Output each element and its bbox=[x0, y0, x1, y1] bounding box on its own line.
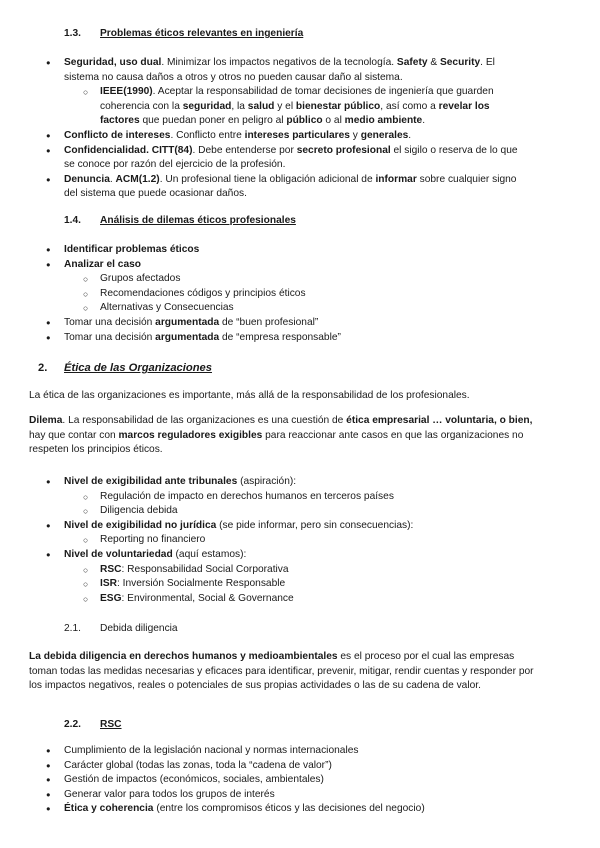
list-item: ● Carácter global (todas las zonas, toda la “cadena de valor”) bbox=[64, 759, 524, 774]
level-1-sublist bbox=[100, 490, 524, 519]
heading-2-1 bbox=[64, 622, 178, 637]
section-title: Problemas éticos relevantes en ingeniería bbox=[100, 28, 304, 39]
heading-1-4 bbox=[64, 214, 296, 229]
list-item-denuncia: ● Denuncia. ACM(1.2). Un profesional tiene la obligación adicional de informar sobre cualquier signo del sistema que puede ocasionar daños. bbox=[64, 173, 524, 202]
section-title: RSC bbox=[100, 719, 122, 730]
seguridad-sublist bbox=[100, 85, 524, 129]
section-number: 1.4. bbox=[64, 215, 81, 226]
list-item: ● Ética y coherencia (entre los compromisos éticos y las decisiones del negocio) bbox=[64, 802, 524, 817]
sublist-item: ○ Regulación de impacto en derechos humanos en terceros países bbox=[100, 490, 524, 505]
list-item: ● Tomar una decisión argumentada de “empresa responsable” bbox=[64, 331, 524, 346]
list-item-conflicto: ● Conflicto de intereses. Conflicto entre intereses particulares y generales. bbox=[64, 129, 524, 144]
sublist-item: ○ Diligencia debida bbox=[100, 504, 524, 519]
section-number: 2. bbox=[38, 362, 48, 374]
rsc-list bbox=[64, 744, 524, 817]
section-number: 2.1. bbox=[64, 623, 81, 634]
heading-2 bbox=[38, 361, 212, 376]
section-number: 2.2. bbox=[64, 719, 81, 730]
sublist-item: ○ Reporting no financiero bbox=[100, 533, 524, 548]
sublist-item: ○ Grupos afectados bbox=[100, 272, 524, 287]
due-diligence-paragraph: La debida diligencia en derechos humanos y medioambientales es el proceso por el cual las empresas toman todas las medidas necesarias y eficaces para identificar, prevenir, mitigar, rendir cuentas y responder por los impactos negativos, reales o potenciales de sus propias actividades o las de su cadena de valor. bbox=[29, 651, 534, 692]
heading-1-3 bbox=[64, 27, 303, 42]
sublist-item: ○ Recomendaciones códigos y principios éticos bbox=[100, 287, 524, 302]
sublist-item: ○ Alternativas y Consecuencias bbox=[100, 301, 524, 316]
list-item-level-2: ● Nivel de exigibilidad no jurídica (se pide informar, pero sin consecuencias): ○ Reporting no financiero bbox=[64, 519, 524, 548]
sublist-item: ○ ISR: Inversión Socialmente Responsable bbox=[100, 577, 524, 592]
list-item: ● Cumplimiento de la legislación nacional y normas internacionales bbox=[64, 744, 524, 759]
list-item: ● Analizar el caso ○ Grupos afectados ○ Recomendaciones códigos y principios éticos ○ Alternativas y Consecuencias bbox=[64, 258, 524, 316]
dilemmas-list bbox=[64, 243, 524, 345]
level-3-sublist bbox=[100, 563, 524, 607]
sublist-item: ○ RSC: Responsabilidad Social Corporativa bbox=[100, 563, 524, 578]
section-title: Ética de las Organizaciones bbox=[64, 362, 212, 374]
intro-paragraph: La ética de las organizaciones es importante, más allá de la responsabilidad de los profesionales. bbox=[29, 390, 470, 401]
list-item-level-1: ● Nivel de exigibilidad ante tribunales (aspiración): ○ Regulación de impacto en derechos humanos en terceros países ○ Diligencia debida bbox=[64, 475, 524, 519]
list-item: ● Generar valor para todos los grupos de interés bbox=[64, 788, 524, 803]
list-item-level-3: ● Nivel de voluntariedad (aquí estamos): ○ RSC: Responsabilidad Social Corporativa ○ ISR: Inversión Socialmente Responsable ○ ESG: Environmental, Social & Governance bbox=[64, 548, 524, 606]
ethics-problems-list bbox=[64, 56, 524, 202]
list-item: ● Gestión de impactos (económicos, sociales, ambientales) bbox=[64, 773, 524, 788]
list-item: ● Identificar problemas éticos bbox=[64, 243, 524, 258]
level-2-sublist bbox=[100, 533, 524, 548]
dilema-paragraph: Dilema. La responsabilidad de las organizaciones es una cuestión de ética empresarial … voluntaria, o bien, hay que contar con marcos reguladores exigibles para reaccionar ante casos en que las organizaciones no respeten los principios éticos. bbox=[29, 415, 533, 456]
levels-list bbox=[64, 475, 524, 606]
list-item-seguridad: ● Seguridad, uso dual. Minimizar los impactos negativos de la tecnología. Safety & Security. El sistema no causa daños a otros y otros no pueden causar daño al sistema. ○ IEEE(1990). Aceptar la responsabilidad de tomar decisiones de ingeniería que guarden coherencia con la seguridad, la salud y el bienestar público, así como a revelar los factores que puedan poner en peligro al público o al medio ambiente. bbox=[64, 56, 524, 129]
list-item-confidencialidad: ● Confidencialidad. CITT(84). Debe entenderse por secreto profesional el sigilo o reserva de lo que se conoce por razón del ejercicio de la profesión. bbox=[64, 144, 524, 173]
analyze-sublist bbox=[100, 272, 524, 316]
section-title: Debida diligencia bbox=[100, 623, 178, 634]
section-number: 1.3. bbox=[64, 28, 81, 39]
list-item: ● Tomar una decisión argumentada de “buen profesional” bbox=[64, 316, 524, 331]
heading-2-2 bbox=[64, 718, 122, 733]
sublist-item-ieee: ○ IEEE(1990). Aceptar la responsabilidad de tomar decisiones de ingeniería que guarden coherencia con la seguridad, la salud y el bienestar público, así como a revelar los factores que puedan poner en peligro al público o al medio ambiente. bbox=[100, 85, 524, 129]
sublist-item: ○ ESG: Environmental, Social & Governance bbox=[100, 592, 524, 607]
section-title: Análisis de dilemas éticos profesionales bbox=[100, 215, 296, 226]
